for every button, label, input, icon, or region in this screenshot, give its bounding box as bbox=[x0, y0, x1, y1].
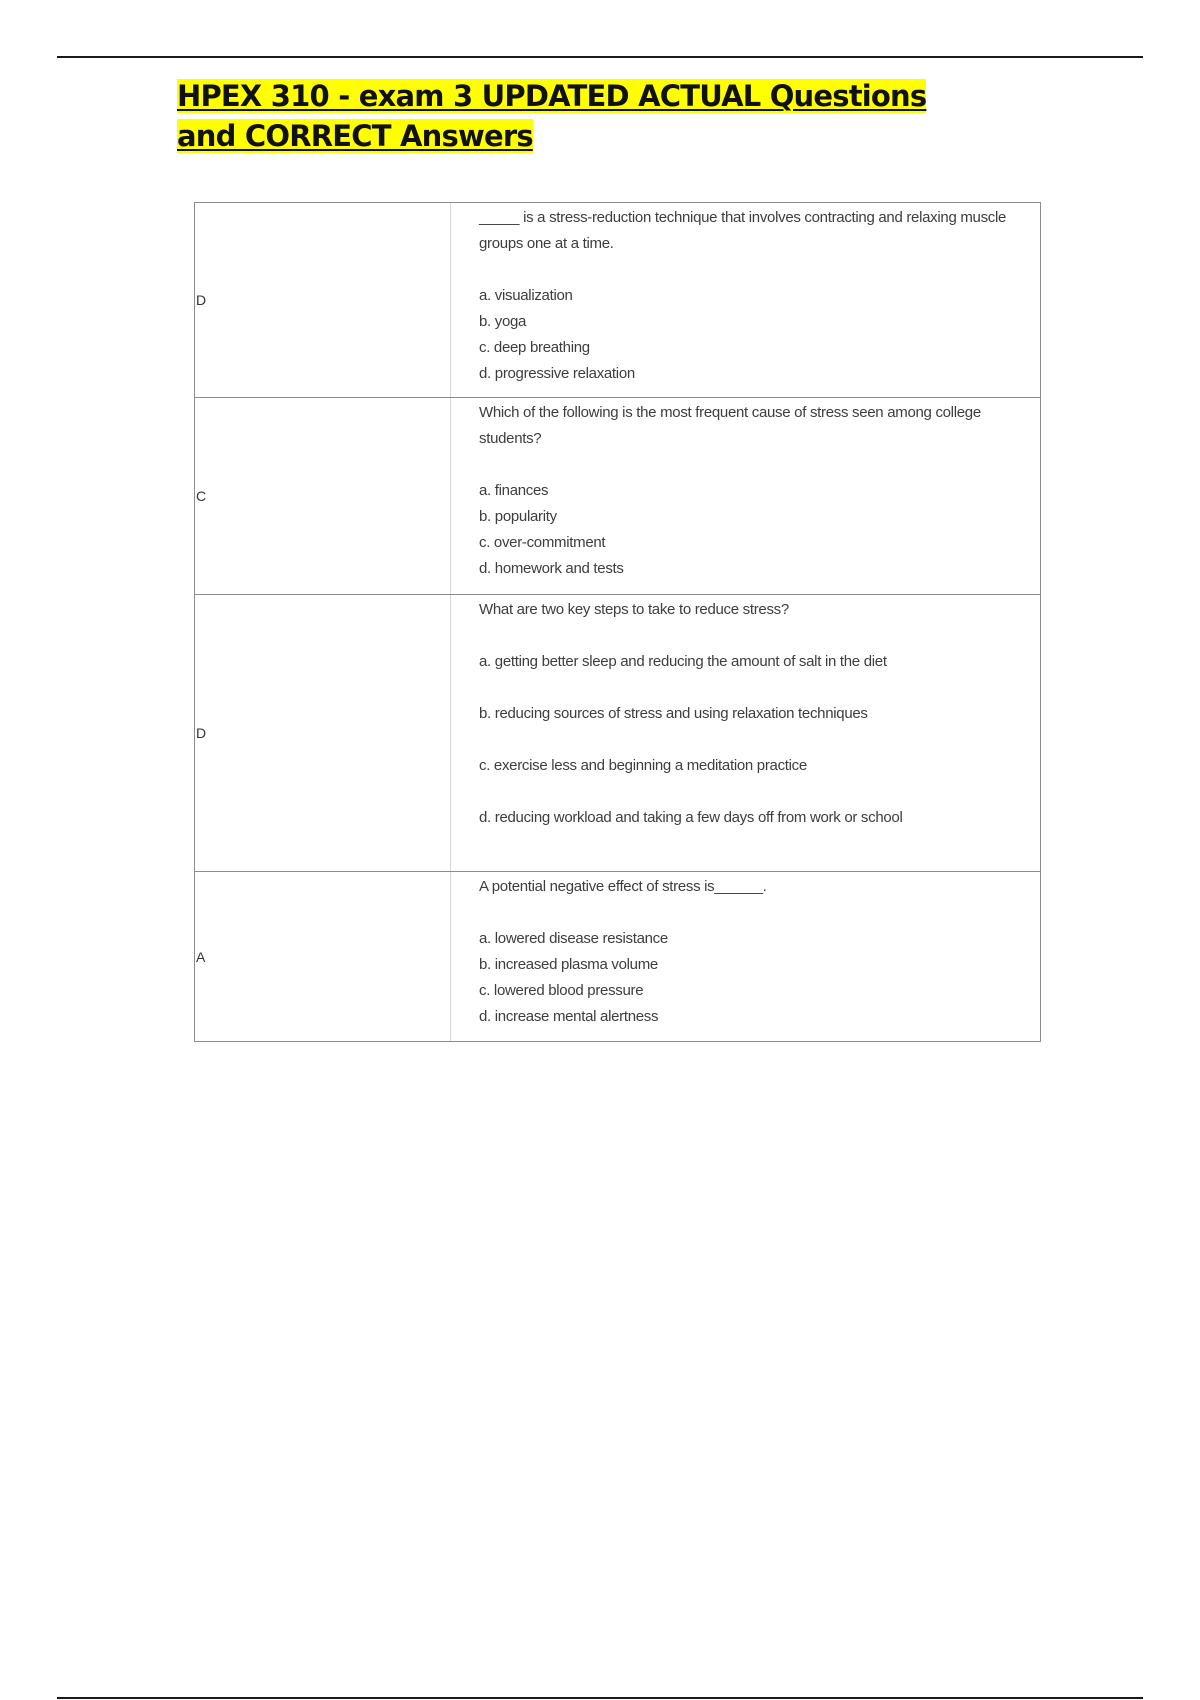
option-b: b. reducing sources of stress and using relaxation techniques bbox=[479, 705, 868, 722]
table-row bbox=[195, 594, 1040, 871]
footer-rule bbox=[57, 1697, 1143, 1699]
question-cell bbox=[451, 872, 1040, 1041]
answer-cell: D bbox=[195, 203, 451, 397]
answer-cell: D bbox=[195, 595, 451, 871]
answer-cell: A bbox=[195, 872, 451, 1041]
option-b: b. increased plasma volume bbox=[479, 956, 658, 973]
question-cell bbox=[451, 398, 1040, 594]
question-cell bbox=[451, 595, 1040, 871]
option-c: c. lowered blood pressure bbox=[479, 982, 644, 999]
option-d: d. progressive relaxation bbox=[479, 365, 635, 382]
option-d: d. increase mental alertness bbox=[479, 1008, 659, 1025]
option-b: b. yoga bbox=[479, 313, 527, 330]
qa-table bbox=[194, 202, 1041, 1042]
table-row bbox=[195, 203, 1040, 397]
question-cell bbox=[451, 203, 1040, 397]
question-text: _____ is a stress-reduction technique that involves contracting and relaxing muscle groups one at a time. bbox=[479, 209, 1007, 252]
option-a: a. lowered disease resistance bbox=[479, 930, 668, 947]
option-d: d. homework and tests bbox=[479, 560, 624, 577]
document-title: HPEX 310 - exam 3 UPDATED ACTUAL Questions and CORRECT Answers bbox=[177, 79, 927, 153]
table-row bbox=[195, 397, 1040, 594]
option-b: b. popularity bbox=[479, 508, 557, 525]
table-row bbox=[195, 871, 1040, 1041]
option-a: a. visualization bbox=[479, 287, 573, 304]
option-d: d. reducing workload and taking a few days off from work or school bbox=[479, 809, 903, 826]
question-text: What are two key steps to take to reduce stress? bbox=[479, 601, 789, 618]
option-c: c. exercise less and beginning a meditation practice bbox=[479, 757, 807, 774]
option-c: c. deep breathing bbox=[479, 339, 590, 356]
header-rule bbox=[57, 56, 1143, 58]
question-text: A potential negative effect of stress is______. bbox=[479, 878, 767, 895]
question-text: Which of the following is the most frequent cause of stress seen among college students? bbox=[479, 404, 981, 447]
option-c: c. over-commitment bbox=[479, 534, 606, 551]
option-a: a. getting better sleep and reducing the amount of salt in the diet bbox=[479, 653, 887, 670]
answer-cell: C bbox=[195, 398, 451, 594]
option-a: a. finances bbox=[479, 482, 549, 499]
